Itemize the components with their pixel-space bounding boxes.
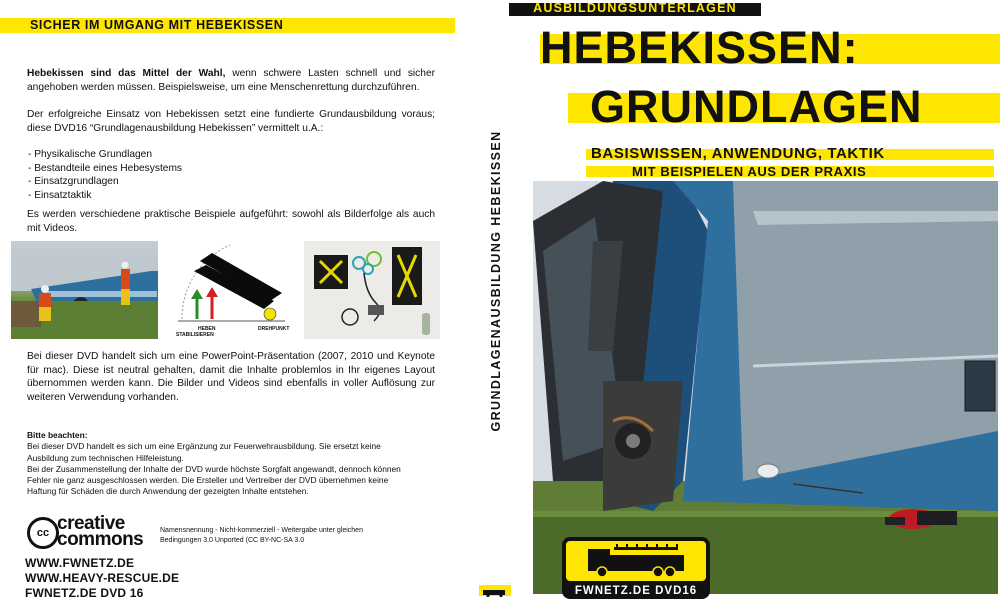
url-fwnetz: WWW.FWNETZ.DE (25, 556, 135, 570)
diagram-label-heben: HEBEN (198, 326, 216, 332)
format-paragraph: Bei dieser DVD handelt sich um eine PowerPoint-Präsentation (2007, 2010 und Keynote für mac). Diese ist neutral gehalten, damit die Inhalte problemlos in Ihr eigenes Layout übernommen werden kann. Die Bilder und Videos sind ebenfalls in voller Auflösung zur weiteren Verwendung vorhanden. (27, 351, 435, 403)
examples-paragraph: Es werden verschiedene praktische Beispiele aufgeführt: sowohl als Bilderfolge als auch mit Videos. (27, 209, 435, 234)
license-line: Namensnennung - Nicht-kommerziell - Weitergabe unter gleichen (160, 527, 363, 534)
url-heavy-rescue: WWW.HEAVY-RESCUE.DE (25, 571, 180, 585)
top-label: AUSBILDUNGSUNTERLAGEN (533, 1, 737, 15)
top-label-band (509, 3, 761, 16)
thumbnail-equipment (304, 241, 440, 339)
title-line-1: HEBEKISSEN: (540, 22, 859, 73)
cc-word-commons: commons (57, 529, 144, 550)
subtitle-1: BASISWISSEN, ANWENDUNG, TAKTIK (591, 145, 885, 162)
disclaimer-line: Fehler nie ganz ausgeschlossen werden. Die Ersteller und Vertreiber der DVD übernehmen keine (27, 475, 389, 486)
license-text (160, 526, 410, 545)
badge-label: FWNETZ.DE DVD16 (574, 585, 698, 597)
content-intro-paragraph: Der erfolgreiche Einsatz von Hebekissen setzt eine fundierte Grundausbildung voraus; diese DVD16 “Grundlagenausbildung Hebekissen” vermittelt u.A.: (27, 109, 435, 134)
fire-truck-icon (566, 541, 706, 581)
cc-word-creative: creative (57, 513, 125, 534)
creative-commons-icon: cc (27, 517, 59, 549)
url-list (25, 556, 179, 601)
diagram-label-drehpunkt: DREHPUNKT (258, 326, 290, 332)
lever-diagram-svg (170, 241, 290, 339)
intro-rest: wenn schwere Lasten schnell und sicher angehoben werden müssen. Beispielsweise, um eine Menschenrettung durchzuführen. (27, 68, 436, 93)
intro-paragraph (27, 67, 435, 94)
cover-photo-overturned-bus (533, 181, 998, 594)
thumbnail-bus-rescue (11, 241, 158, 339)
disclaimer-line: Bei dieser DVD handelt es sich um eine Ergänzung zur Feuerwehrausbildung. Sie ersetzt keine (27, 441, 381, 452)
back-header-bar (0, 18, 455, 33)
back-header-title: SICHER IM UMGANG MIT HEBEKISSEN (30, 18, 284, 32)
list-item: - Einsatztaktik (28, 189, 92, 201)
disclaimer-title: Bitte beachten: (27, 430, 88, 440)
diagram-label-stabilisieren: STABILISIEREN (176, 332, 214, 338)
license-line: Bedingungen 3.0 Unported (CC BY-NC-SA 3.0 (160, 536, 305, 544)
topic-list (28, 148, 428, 202)
disclaimer-line: Ausbildung zum technischen Hilfeleistung. (27, 452, 184, 463)
title-line-2: GRUNDLAGEN (590, 81, 923, 132)
creative-commons-wordmark (57, 513, 144, 550)
thumbnail-lever-diagram (170, 241, 290, 339)
intro-bold: Hebekissen sind das Mittel der Wahl, (27, 68, 226, 79)
spine-title-text: GRUNDLAGENAUSBILDUNG HEBEKISSEN (489, 130, 503, 432)
list-item: - Physikalische Grundlagen (28, 149, 153, 160)
list-item: - Bestandteile eines Hebesystems (28, 162, 183, 174)
subtitle-2: MIT BEISPIELEN AUS DER PRAXIS (632, 164, 867, 179)
list-item: - Einsatzgrundlagen (28, 176, 119, 188)
dvd-label: FWNETZ.DE DVD 16 (25, 586, 144, 600)
disclaimer-line: Haftung für Schäden die durch Anwendung der gezeigten Inhalte entstehen. (27, 486, 309, 497)
spine-fire-truck-icon (479, 585, 511, 596)
spine-title (487, 131, 505, 431)
disclaimer-line: Bei der Zusammenstellung der Inhalte der DVD wurde höchste Sorgfalt angewandt, dennoch können (27, 463, 401, 474)
disclaimer-block (27, 430, 447, 498)
